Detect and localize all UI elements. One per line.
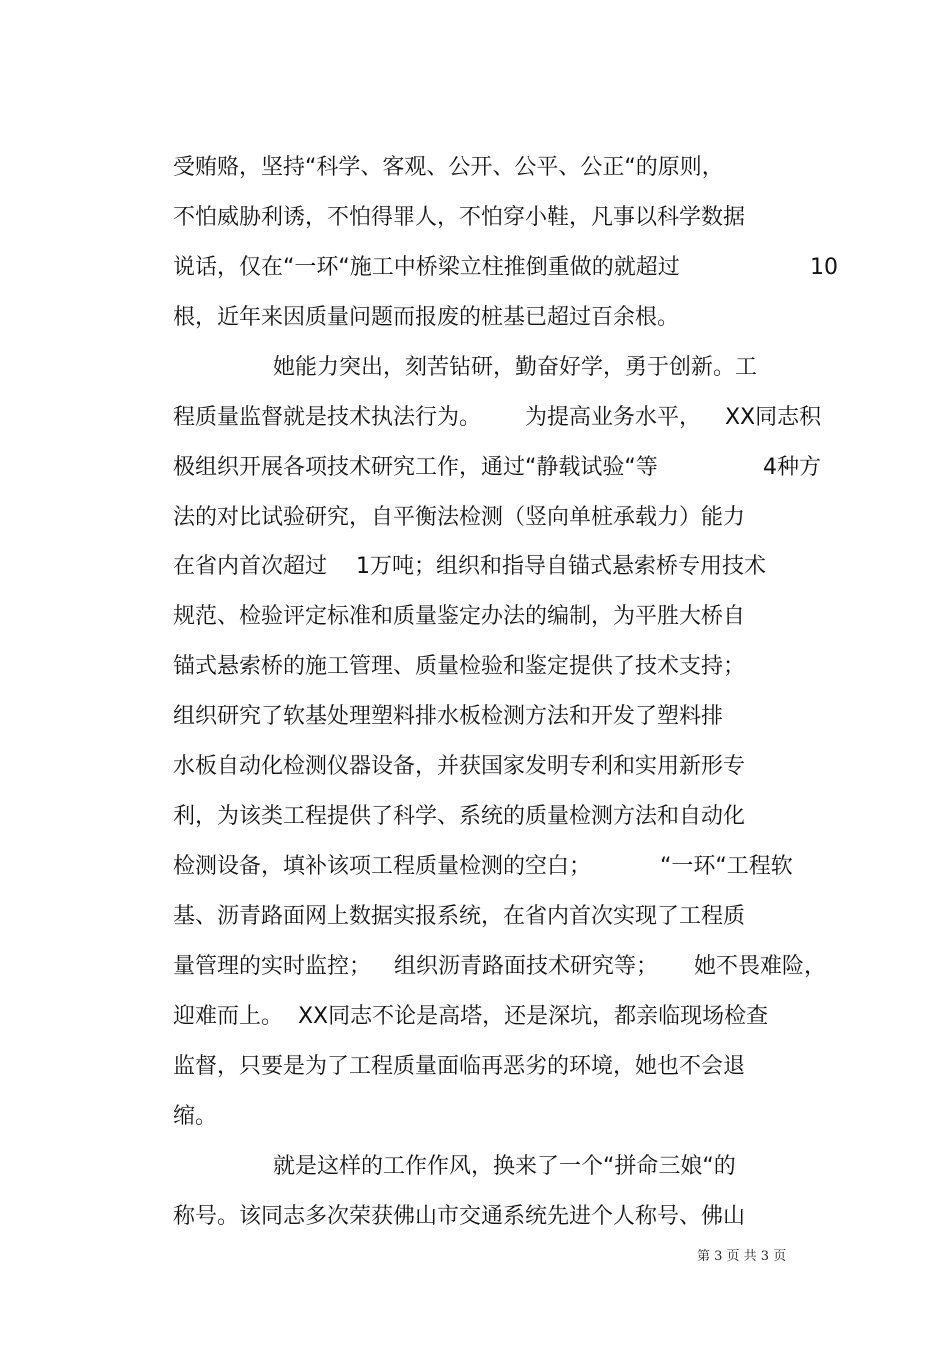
text-segment: 在省内首次超过 — [172, 554, 327, 579]
text-segment: 根，近年来因质量问题而报废的桩基已超过百余根。 — [172, 305, 679, 330]
text-line — [145, 1025, 745, 1109]
text-line — [782, 226, 838, 310]
text-line — [735, 426, 821, 510]
text-segment: 水板自动化检测仪器设备，并获国家发明专利和实用新形专 — [172, 754, 745, 779]
text-segment: 量管理的实时监控； — [172, 954, 371, 979]
text-line — [145, 1075, 217, 1159]
text-segment: 规范、检验评定标准和质量鉴定办法的编制，为平胜大桥自 — [172, 604, 745, 629]
text-segment: 锚式悬索桥的施工管理、质量检验和鉴定提供了技术支持； — [172, 654, 745, 679]
text-segment: 10 — [809, 255, 838, 280]
text-segment: XX同志不论是高塔，还是深坑，都亲临现场检查 — [297, 1004, 769, 1029]
text-segment: XX同志积 — [724, 405, 822, 430]
text-segment: 组织沥青路面技术研究等； — [393, 954, 658, 979]
text-line — [145, 1175, 745, 1259]
text-segment: 4种方 — [762, 455, 821, 480]
text-segment: 受贿赂，坚持“科学、客观、公开、公平、公正“的原则， — [172, 155, 724, 180]
text-segment: 极组织开展各项技术研究工作，通过“静载试验“等 — [172, 455, 658, 480]
text-segment: 检测设备，填补该项工程质量检测的空白； — [172, 854, 591, 879]
text-segment: 1万吨；组织和指导自锚式悬索桥专用技术 — [355, 554, 766, 579]
text-segment: 迎难而上。 — [172, 1004, 283, 1029]
text-segment: 监督，只要是为了工程质量面临再恶劣的环境，她也不会退 — [172, 1054, 745, 1079]
text-segment: 利，为该类工程提供了科学、系统的质量检测方法和自动化 — [172, 804, 745, 829]
page-number: 第 3 页 共 3 页 — [697, 1249, 787, 1264]
text-segment: 为提高业务水平， — [524, 405, 701, 430]
text-segment: 她能力突出，刻苦钻研，勤奋好学，勇于创新。工 — [272, 355, 757, 380]
text-segment: 程质量监督就是技术执法行为。 — [172, 405, 481, 430]
text-segment: 就是这样的工作作风，换来了一个“拼命三娘“的 — [272, 1154, 736, 1179]
text-segment: 她不畏难险， — [693, 954, 826, 979]
text-segment: “一环“工程软 — [659, 854, 793, 879]
text-segment: 不怕威胁利诱，不怕得罪人，不怕穿小鞋，凡事以科学数据 — [172, 205, 745, 230]
text-segment: 称号。该同志多次荣获佛山市交通系统先进个人称号、佛山 — [172, 1204, 745, 1229]
text-segment: 法的对比试验研究，自平衡法检测（竖向单桩承载力）能力 — [172, 505, 745, 530]
text-segment: 组织研究了软基处理塑料排水板检测方法和开发了塑料排 — [172, 704, 723, 729]
text-segment: 缩。 — [172, 1104, 217, 1129]
text-segment: 基、沥青路面网上数据实报系统，在省内首次实现了工程质 — [172, 904, 745, 929]
text-segment: 说话，仅在“一环“施工中桥梁立柱推倒重做的就超过 — [172, 255, 680, 280]
